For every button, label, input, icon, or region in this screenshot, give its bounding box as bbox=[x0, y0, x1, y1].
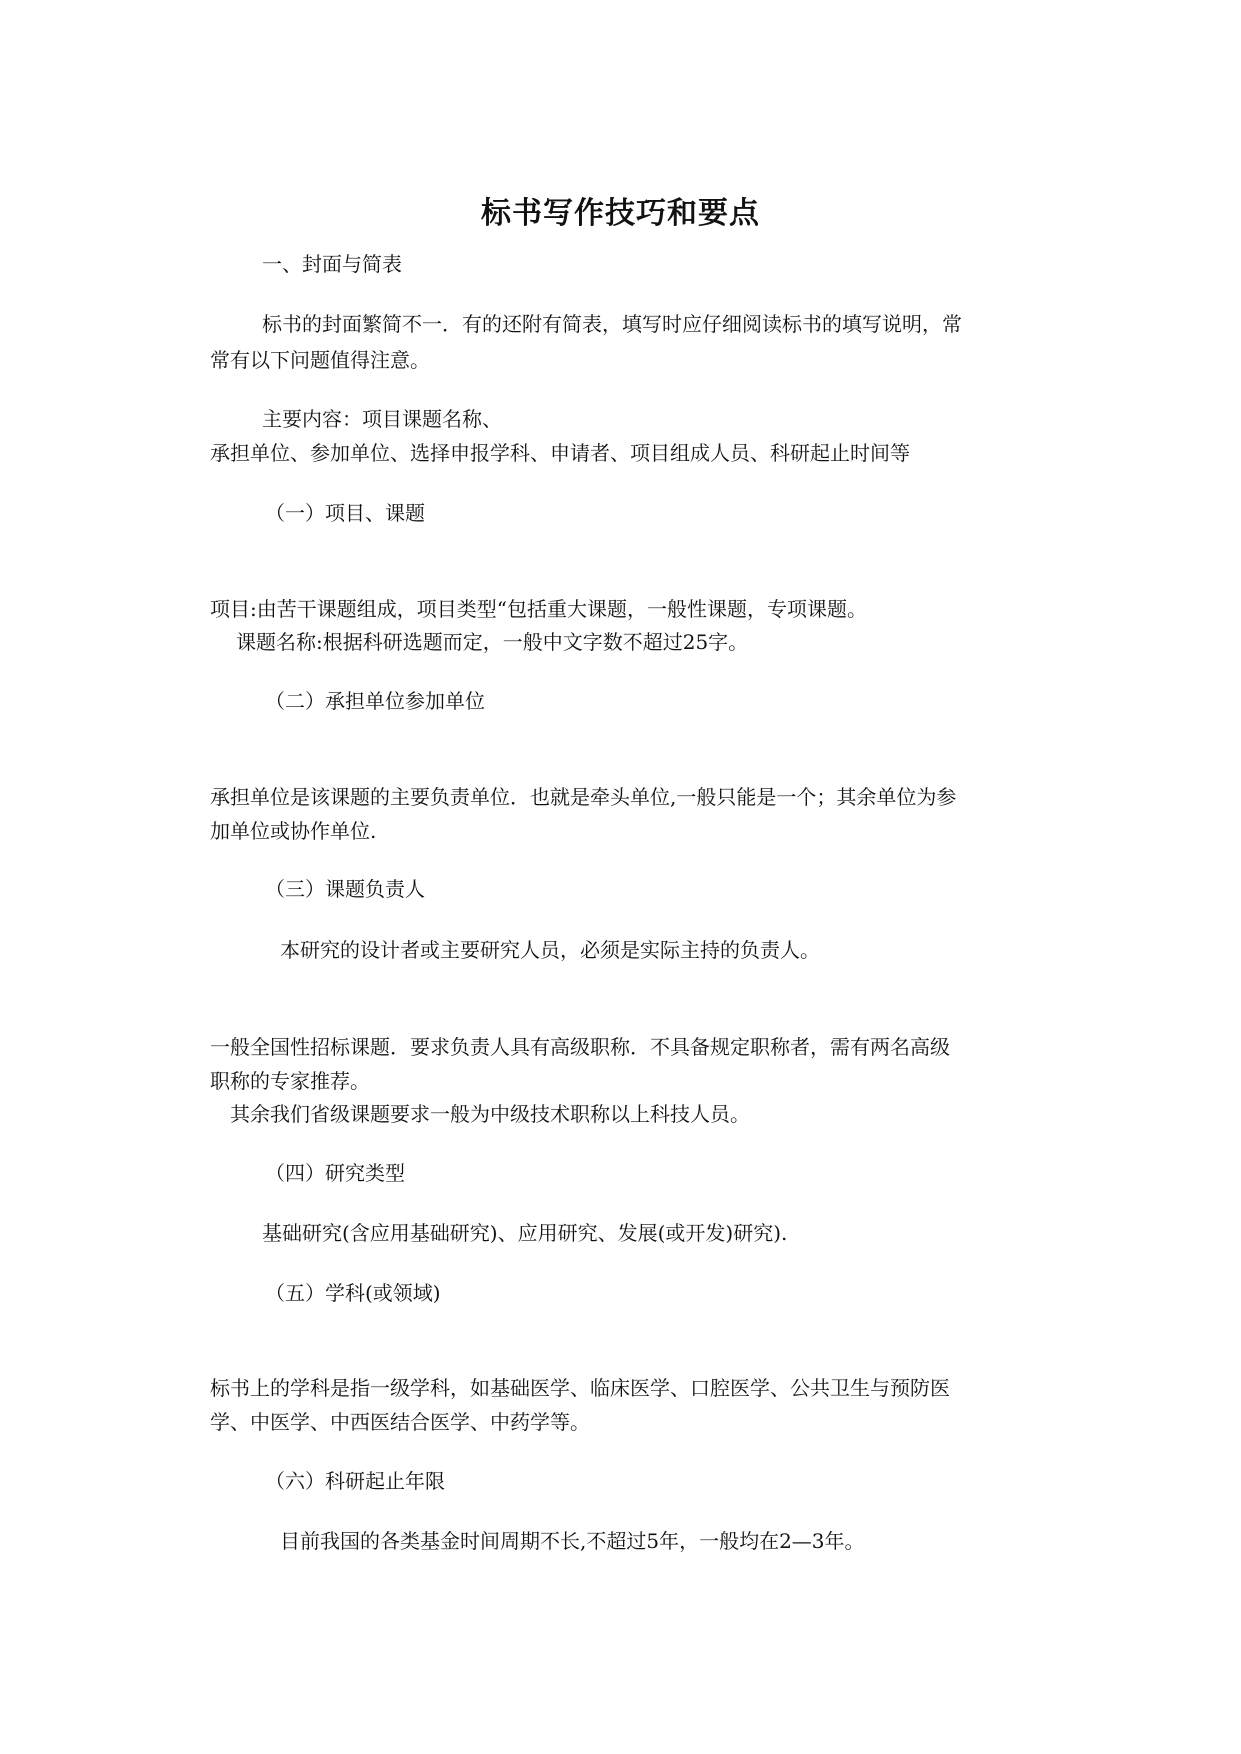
paragraph-line: 目前我国的各类基金时间周期不长,不超过5年，一般均在2—3年。 bbox=[280, 1529, 865, 1553]
subsection-heading: （三）课题负责人 bbox=[265, 877, 425, 901]
paragraph-line: 主要内容：项目课题名称、 bbox=[262, 407, 502, 431]
paragraph-line: 其余我们省级课题要求一般为中级技术职称以上科技人员。 bbox=[230, 1102, 750, 1126]
paragraph-line: 标书上的学科是指一级学科，如基础医学、临床医学、口腔医学、公共卫生与预防医 bbox=[210, 1376, 950, 1400]
subsection-heading: （五）学科(或领域) bbox=[265, 1281, 441, 1305]
paragraph-line: 承担单位、参加单位、选择申报学科、申请者、项目组成人员、科研起止时间等 bbox=[210, 441, 910, 465]
paragraph-line: 学、中医学、中西医结合医学、中药学等。 bbox=[210, 1410, 590, 1434]
paragraph-line: 标书的封面繁简不一．有的还附有简表，填写时应仔细阅读标书的填写说明，常 bbox=[262, 312, 962, 336]
subsection-heading: （一）项目、课题 bbox=[265, 501, 425, 525]
subsection-heading: （四）研究类型 bbox=[265, 1161, 405, 1185]
paragraph-line: 本研究的设计者或主要研究人员，必须是实际主持的负责人。 bbox=[280, 938, 820, 962]
paragraph-line: 加单位或协作单位. bbox=[210, 819, 377, 843]
paragraph-line: 承担单位是该课题的主要负责单位．也就是牵头单位,一般只能是一个；其余单位为参 bbox=[210, 785, 957, 809]
paragraph-line: 一般全国性招标课题．要求负责人具有高级职称．不具备规定职称者，需有两名高级 bbox=[210, 1035, 950, 1059]
paragraph-line: 常有以下问题值得注意。 bbox=[210, 348, 430, 372]
paragraph-line: 职称的专家推荐。 bbox=[210, 1069, 370, 1093]
section-heading-cover: 一、封面与简表 bbox=[262, 252, 402, 276]
document-title: 标书写作技巧和要点 bbox=[481, 196, 760, 231]
paragraph-line: 课题名称:根据科研选题而定，一般中文字数不超过25字。 bbox=[236, 630, 749, 654]
paragraph-line: 基础研究(含应用基础研究)、应用研究、发展(或开发)研究). bbox=[262, 1221, 788, 1245]
subsection-heading: （二）承担单位参加单位 bbox=[265, 689, 485, 713]
subsection-heading: （六）科研起止年限 bbox=[265, 1469, 445, 1493]
paragraph-line: 项目:由苦干课题组成，项目类型“包括重大课题，一般性课题，专项课题。 bbox=[210, 597, 867, 621]
